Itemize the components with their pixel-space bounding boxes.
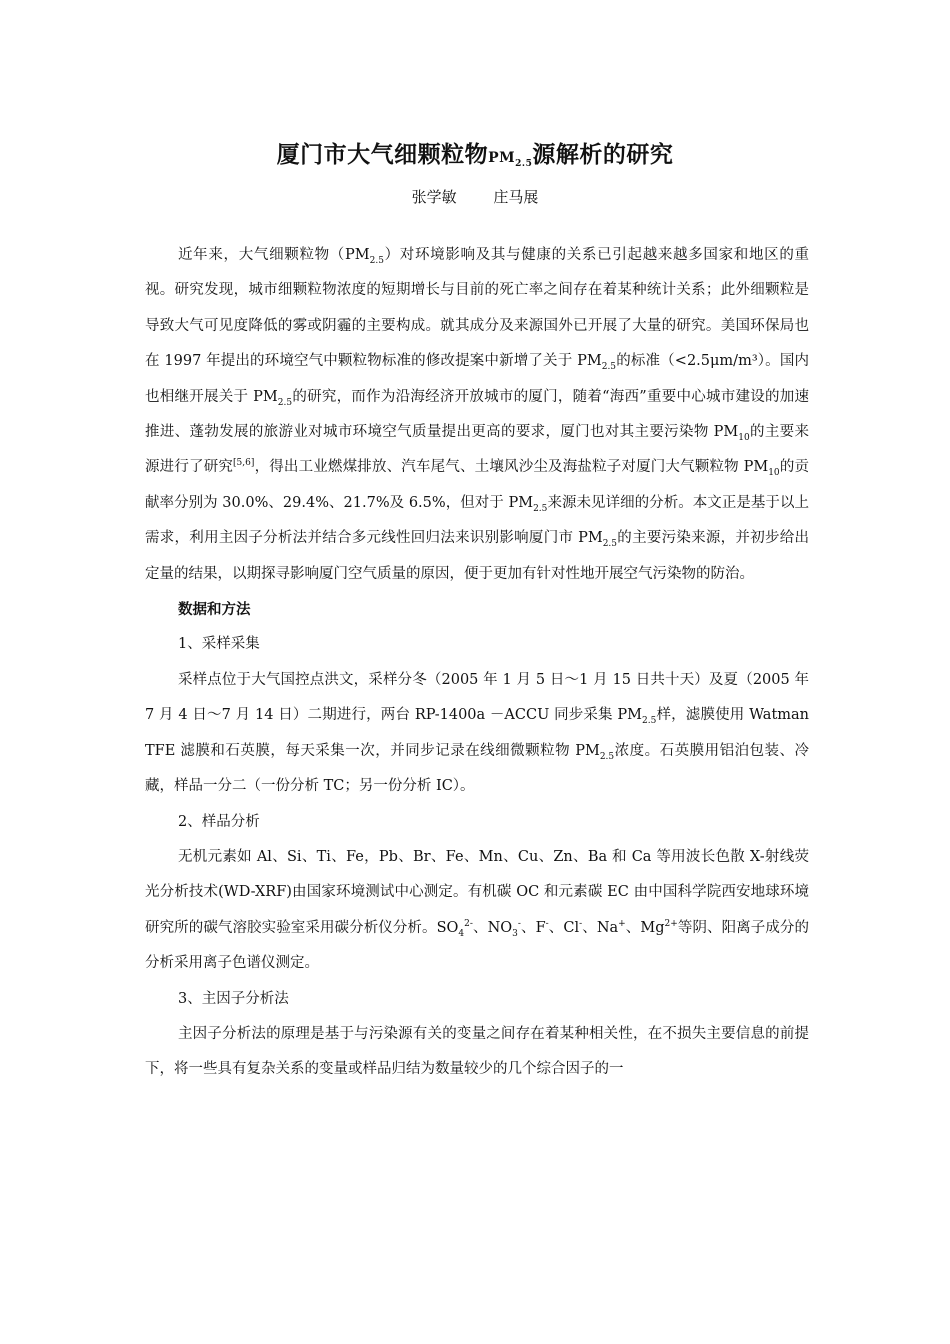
citation-ref: [5,6] [233, 458, 255, 469]
section-heading: 数据和方法 [178, 601, 251, 619]
sampling-paragraph: 采样点位于大气国控点洪文，采样分冬（2005 年 1 月 5 日～1 月 15 日共十天）及夏（2005 年 7 月 4 日～7 月 14 日）二期进行，两台 RP-1400a －ACCU 同步采集 $PM_{2.5}$样，滤膜使用 Watman TFE 滤膜和石英膜，每天采集一次，并同步记录在线细微颗粒物 $PM_{2.5}$浓度。石英膜用铝泊包装、冷藏，样品一分二（一份分析 TC；另一份分析 IC）。 [145, 671, 810, 795]
author-1: 张学敏 [411, 188, 457, 206]
analysis-paragraph: 无机元素如 Al、Si、Ti、Fe，Pb、Br、Fe、Mn、Cu、Zn、Ba 和 Ca 等用波长色散 X-射线荧光分析技术(WD-XRF)由国家环境测试中心测定。有机碳 OC 和元素碳 EC 由中国科学院西安地球环境研究所的碳气溶胶实验室采用碳分析仪分析。$SO_4^{2-}$、$NO_3^-$、F-、Cl-、Na+、$Mg^{2+}$等阴、阳离子成分的分析采用离子色谱仪测定。 [145, 848, 809, 972]
title-pm: $PM_{2.5}$ [488, 150, 533, 169]
article-body [145, 238, 809, 1088]
subsection-heading-3: 3、主因子分析法 [178, 990, 289, 1007]
title-text: 厦门市大气细颗粒物 [276, 141, 489, 168]
subsection-heading-1: 1、采样采集 [178, 636, 260, 653]
intro-paragraph: 近年来，大气细颗粒物$(PM_{2.5})$对环境影响及其与健康的关系已引起越来越多国家和地区的重视。研究发现，城市细颗粒物浓度的短期增长与目前的死亡率之间存在着某种统计关系；此外细颗粒是导致大气可见度降低的雾或阴霾的主要构成。就其成分及来源国外已开展了大量的研究。美国环保局也在 1997 年提出的环境空气中颗粒物标准的修改提案中新增了关于 $PM_{2.5}$的标准（<2.5μm/m³）。国内也相继开展关于 $PM_{2.5}$的研究，而作为沿海经济开放城市的厦门，随着“海西”重要中心城市建设的加速推进、蓬勃发展的旅游业对城市环境空气质量提出更高的要求，厦门也对其主要污染物 $PM_{10}$的主要来源进行了研究[5,6]，得出工业燃煤排放、汽车尾气、土壤风沙尘及海盐粒子对厦门大气颗粒物 $PM_{10}$的贡献率分别为 30.0%、29.4%、21.7%及 6.5%，但对于 $PM_{2.5}$来源未见详细的分析。本文正是基于以上需求，利用主因子分析法并结合多元线性回归法来识别影响厦门市 $PM_{2.5}$的主要污染来源，并初步给出定量的结果，以期探寻影响厦门空气质量的原因，便于更加有针对性地开展空气污染物的防治。 [145, 247, 810, 582]
author-2: 庄马展 [493, 188, 539, 206]
factor-analysis-paragraph: 主因子分析法的原理是基于与污染源有关的变量之间存在着某种相关性，在不损失主要信息的前提下，将一些具有复杂关系的变量或样品归结为数量较少的几个综合因子的一 [145, 1025, 809, 1078]
title-text-end: 源解析的研究 [532, 141, 674, 168]
subsection-heading-2: 2、样品分析 [178, 813, 260, 830]
author-line [0, 186, 950, 207]
page-title [0, 136, 950, 169]
